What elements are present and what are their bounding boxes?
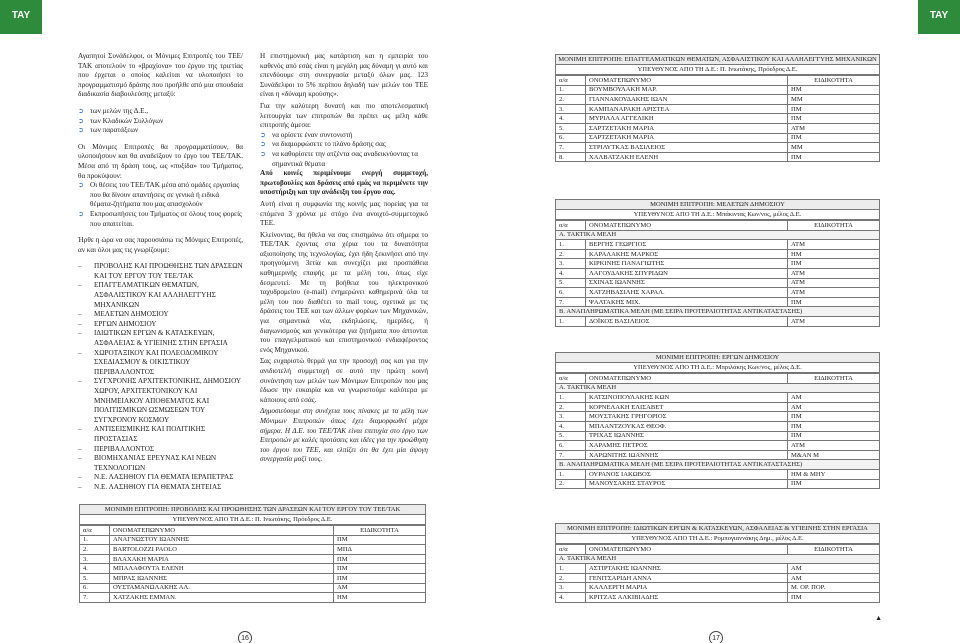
corner-mark-icon: ▲ bbox=[875, 614, 882, 622]
committee-list-item bbox=[78, 320, 243, 330]
row-number: 1. bbox=[80, 535, 110, 545]
row-number: 3. bbox=[556, 104, 586, 114]
member-name: ΣΧΙΝΑΣ ΙΩΑΝΝΗΣ bbox=[586, 278, 788, 288]
members-table bbox=[555, 373, 880, 489]
table-header-row bbox=[80, 526, 426, 536]
member-name: ΑΣΤΙΡΤΑΚΗΣ ΙΩΑΝΝΗΣ bbox=[586, 564, 788, 574]
list-item: ➲ Οι θέσεις του ΤΕΕ/ΤΑΚ μέσα από ομάδες εργασίας που θα δίνουν απαντήσεις σε γενικά ή ειδικά θέματα-ζητήματα που μας απασχολούν bbox=[78, 181, 240, 209]
member-name: ΧΑΡΩΝΙΤΗΣ ΙΩΑΝΝΗΣ bbox=[586, 450, 788, 460]
member-name: ΧΑΤΖΗΒΑΣΙΛΗΣ ΧΑΡΑΛ. bbox=[586, 288, 788, 298]
member-specialty: ΑΤΜ bbox=[788, 288, 880, 298]
member-name: ΣΑΡΤΖΕΤΑΚΗ ΜΑΡΙΑ bbox=[586, 123, 788, 133]
row-number: 2. bbox=[556, 479, 586, 489]
member-specialty: ΜΠΔ bbox=[334, 545, 426, 555]
member-name: ΜΠΡΑΣ ΙΩΑΝΝΗΣ bbox=[110, 573, 334, 583]
table-row bbox=[80, 573, 426, 583]
member-specialty: ΠΜ bbox=[788, 479, 880, 489]
member-specialty: ΠΜ bbox=[788, 297, 880, 307]
committee-table bbox=[79, 504, 426, 603]
members-table bbox=[79, 525, 426, 603]
committee-name: ΕΡΓΩΝ ΔΗΜΟΣΙΟΥ bbox=[94, 319, 157, 328]
arrow-bullet-icon: ➲ bbox=[78, 106, 84, 115]
row-number: 4. bbox=[556, 421, 586, 431]
table-section-row bbox=[556, 307, 880, 317]
committee-list-item bbox=[78, 329, 243, 348]
row-number: 2. bbox=[556, 95, 586, 105]
member-specialty: ΗΜ bbox=[788, 249, 880, 259]
table-row bbox=[556, 240, 880, 250]
member-specialty: ΠΜ bbox=[788, 412, 880, 422]
table-row bbox=[556, 412, 880, 422]
committee-name: ΒΙΟΜΗΧΑΝΙΑΣ ΕΡΕΥΝΑΣ ΚΑΙ ΝΕΩΝ ΤΕΧΝΟΛΟΓΙΩΝ bbox=[94, 454, 217, 472]
dash-bullet: – bbox=[78, 454, 82, 463]
table-row bbox=[556, 249, 880, 259]
arrow-bullet-icon: ➲ bbox=[260, 130, 266, 139]
table-row bbox=[556, 583, 880, 593]
table-row bbox=[80, 535, 426, 545]
member-specialty: ΠΜ bbox=[334, 564, 426, 574]
column-header-specialty: ΕΙΔΙΚΟΤΗΤΑ bbox=[788, 545, 880, 555]
dash-bullet: – bbox=[78, 262, 82, 271]
table-title: ΜΟΝΙΜΗ ΕΠΙΤΡΟΠΗ: ΜΕΛΕΤΩΝ ΔΗΜΟΣΙΟΥ bbox=[555, 199, 880, 210]
member-name: ΤΡΙΧΑΣ ΙΩΑΝΝΗΣ bbox=[586, 431, 788, 441]
table-row bbox=[556, 278, 880, 288]
member-specialty: ΠΜ bbox=[788, 133, 880, 143]
committee-list-item bbox=[78, 349, 243, 378]
dash-bullet: – bbox=[78, 281, 82, 290]
table-responsible: ΥΠΕΥΘΥΝΟΣ ΑΠΟ ΤΗ Δ.Ε.: Μπριλάκης Κων/νος, μέλος Δ.Ε. bbox=[555, 363, 880, 373]
table-row bbox=[556, 297, 880, 307]
committee-list-item bbox=[78, 473, 243, 483]
column-header-name: ΟΝΟΜΑΤΕΠΩΝΥΜΟ bbox=[110, 526, 334, 536]
list-item: ➲ να διαμορφώσετε το πλάνο δράσης σας bbox=[260, 140, 386, 149]
dash-bullet: – bbox=[78, 319, 82, 328]
committee-name: ΣΥΓΧΡΟΝΗΣ ΑΡΧΙΤΕΚΤΟΝΙΚΗΣ, ΔΗΜΟΣΙΟΥ ΧΩΡΟΥ, ΑΡΧΙΤΕΚΤΟΝΙΚΟΥ ΚΑΙ ΜΝΗΜΕΙΑΚΟΥ ΑΠΟΘΕΜΑΤΟΣ ΚΑΙ ΠΟΛΙΤΙΣΜΙΚΩΝ ΩΣΜΩΣΕΩΝ ΤΟΥ ΣΥΓΧΡΟΝΟΥ ΚΟΣΜΟΥ bbox=[94, 377, 241, 424]
member-name: ΛΑΓΟΥΔΑΚΗΣ ΣΠΥΡΙΔΩΝ bbox=[586, 268, 788, 278]
member-specialty: ΠΜ bbox=[334, 573, 426, 583]
row-number: 3. bbox=[80, 554, 110, 564]
member-name: ΚΑΡΑΛΑΚΗΣ ΜΑΡΚΟΣ bbox=[586, 249, 788, 259]
table-row bbox=[556, 469, 880, 479]
dash-bullet: – bbox=[78, 310, 82, 319]
committee-list-item bbox=[78, 262, 243, 281]
row-number: 3. bbox=[556, 259, 586, 269]
member-specialty: ΑΤΜ bbox=[788, 441, 880, 451]
list-item: ➲ να καθορίσετε την ατζέντα σας αναδεικνύοντας τα σημαντικά θέματα bbox=[260, 149, 418, 168]
row-number: 2. bbox=[556, 249, 586, 259]
table-row bbox=[556, 114, 880, 124]
table-row bbox=[80, 554, 426, 564]
section-tab-right: ΤΑΥ bbox=[918, 0, 960, 34]
member-specialty: ΜΜ bbox=[788, 95, 880, 105]
committee-table bbox=[555, 523, 880, 603]
column-header-specialty: ΕΙΔΙΚΟΤΗΤΑ bbox=[788, 76, 880, 86]
committee-table bbox=[555, 54, 880, 162]
row-number: 4. bbox=[556, 268, 586, 278]
member-name: ΧΑΡΑΜΗΣ ΠΕΤΡΟΣ bbox=[586, 441, 788, 451]
member-specialty: ΠΜ bbox=[788, 421, 880, 431]
paragraph: Δημοσιεύουμε στη συνέχεια τους πίνακες με τα μέλη των Μόνιμων Επιτροπών όπως έχει διαμορφωθεί μέχρι σήμερα. Η Δ.Ε. του ΤΕΕ/ΤΑΚ είναι επιτυχία στο έργο των Επιτροπών με καλές προτάσεις και ιδέες για την προώθηση του έργου του ΤΕΕ, και ελπίζει ότι θα έχει μία άψογη συνεργασία μαζί τους. bbox=[260, 407, 428, 464]
section-label: Α. ΤΑΚΤΙΚΑ ΜΕΛΗ bbox=[556, 554, 880, 564]
member-name: ΣΤΡΙΛΥΤΚΑΣ ΒΑΣΙΛΕΙΟΣ bbox=[586, 143, 788, 153]
column-header-aa: α/α bbox=[556, 545, 586, 555]
member-specialty: ΑΤΜ bbox=[788, 268, 880, 278]
paragraph: Ήρθε η ώρα να σας παρουσιάσω τις Μόνιμες Επιτροπές, αν και όλοι μας τις γνωρίζουμε: bbox=[78, 236, 243, 254]
table-row bbox=[556, 85, 880, 95]
list-item: ➲ των Κλαδικών Συλλόγων bbox=[78, 116, 164, 125]
arrow-bullet-icon: ➲ bbox=[78, 116, 84, 125]
section-label: Β. ΑΝΑΠΛΗΡΩΜΑΤΙΚΑ ΜΕΛΗ (ΜΕ ΣΕΙΡΑ ΠΡΟΤΕΡΑΙΟΤΗΤΑΣ ΑΝΤΙΚΑΤΑΣΤΑΣΗΣ) bbox=[556, 307, 880, 317]
section-label: Β. ΑΝΑΠΛΗΡΩΜΑΤΙΚΑ ΜΕΛΗ (ΜΕ ΣΕΙΡΑ ΠΡΟΤΕΡΑΙΟΤΗΤΑΣ ΑΝΤΙΚΑΤΑΣΤΑΣΗΣ) bbox=[556, 460, 880, 470]
member-specialty: ΠΜ bbox=[334, 554, 426, 564]
member-specialty: ΠΜ bbox=[788, 592, 880, 602]
table-row bbox=[556, 573, 880, 583]
column-header-aa: α/α bbox=[556, 76, 586, 86]
member-name: ΜΟΥΣΤΑΚΗΣ ΓΡΗΓΟΡΙΟΣ bbox=[586, 412, 788, 422]
member-name: ΣΑΡΤΖΕΤΑΚΗ ΜΑΡΙΑ bbox=[586, 133, 788, 143]
row-number: 5. bbox=[556, 431, 586, 441]
table-row bbox=[80, 593, 426, 603]
member-specialty: ΠΜ bbox=[788, 431, 880, 441]
member-specialty: ΠΜ bbox=[334, 535, 426, 545]
row-number: 1. bbox=[556, 393, 586, 403]
column-header-name: ΟΝΟΜΑΤΕΠΩΝΥΜΟ bbox=[586, 221, 788, 231]
column-header-specialty: ΕΙΔΙΚΟΤΗΤΑ bbox=[788, 374, 880, 384]
column-header-name: ΟΝΟΜΑΤΕΠΩΝΥΜΟ bbox=[586, 545, 788, 555]
table-header-row bbox=[556, 221, 880, 231]
table-header-row bbox=[556, 545, 880, 555]
row-number: 7. bbox=[556, 297, 586, 307]
committee-name: Ν.Ε. ΛΑΣΗΘΙΟΥ ΓΙΑ ΘΕΜΑΤΑ ΙΕΡΑΠΕΤΡΑΣ bbox=[94, 473, 234, 482]
paragraph: Σας ευχαριστώ θερμά για την προσοχή σας και για την ανιδιοτελή συμμετοχή σε αυτό την πρώτη κοινή συνάντηση των μελών των Μόνιμων Επιτροπών που μας έδωσε την ευκαιρία και να γνωριστούμε καλύτερα με κάποιους από εσάς. bbox=[260, 357, 428, 404]
list-item: ➲ Εκπροσωπήσεις του Τμήματος σε όλους τους φορείς που απαιτείται. bbox=[78, 209, 242, 228]
member-name: ΚΑΜΠΑΝΑΡΑΚΗ ΑΡΙΣΤΕΑ bbox=[586, 104, 788, 114]
member-name: ΚΑΛΛΕΡΓΗ ΜΑΡΙΑ bbox=[586, 583, 788, 593]
table-row bbox=[556, 450, 880, 460]
member-specialty: ΠΜ bbox=[788, 104, 880, 114]
member-name: ΜΠΑΛΑΦΟΥΤΑ ΕΛΕΝΗ bbox=[110, 564, 334, 574]
table-title: ΜΟΝΙΜΗ ΕΠΙΤΡΟΠΗ: ΠΡΟΒΟΛΗΣ ΚΑΙ ΠΡΟΩΘΗΣΗΣ ΤΩΝ ΔΡΑΣΕΩΝ ΚΑΙ ΤΟΥ ΕΡΓΟΥ ΤΟΥ ΤΕΕ/ΤΑΚ bbox=[79, 504, 426, 515]
committee-name: ΜΕΛΕΤΩΝ ΔΗΜΟΣΙΟΥ bbox=[94, 310, 169, 319]
committee-name: ΕΠΑΓΓΕΛΜΑΤΙΚΩΝ ΘΕΜΑΤΩΝ, ΑΣΦΑΛΙΣΤΙΚΟΥ ΚΑΙ ΑΛΛΗΛΕΓΓΥΗΣ ΜΗΧΑΝΙΚΩΝ bbox=[94, 281, 216, 309]
column-header-name: ΟΝΟΜΑΤΕΠΩΝΥΜΟ bbox=[586, 76, 788, 86]
column-header-aa: α/α bbox=[556, 374, 586, 384]
column-left bbox=[78, 52, 243, 493]
paragraph: Η επιστημονική μας κατάρτιση και η εμπειρία του καθενός από εσάς είναι η μεγάλη μας δύναμη γι αυτό και επενδύουμε στη συνεργασία μεταξύ όλων μας. 123 Συνάδελφοι το 5% περίπου δηλαδή των μελών του ΤΕΕ είναι η «δύναμη κρούσης». bbox=[260, 52, 428, 99]
member-name: ΜΥΡΙΛΛΑ ΑΓΓΕΛΙΚΗ bbox=[586, 114, 788, 124]
paragraph: Αυτή είναι η συμφωνία της κοινής μας πορείας για τα επόμενα 3 χρόνια με στόχο ένα ανοιχτό-συμμετοχικό ΤΕΕ. bbox=[260, 199, 428, 228]
member-name: ΚΙΡΚΙΝΗΣ ΠΑΝΑΓΙΩΤΗΣ bbox=[586, 259, 788, 269]
table-responsible: ΥΠΕΥΘΥΝΟΣ ΑΠΟ ΤΗ Δ.Ε.: Μπάκιντας Κων/νος, μέλος Δ.Ε. bbox=[555, 210, 880, 220]
column-header-specialty: ΕΙΔΙΚΟΤΗΤΑ bbox=[788, 221, 880, 231]
table-row bbox=[556, 143, 880, 153]
committee-name: ΧΩΡΟΤΑΞΙΚΟΥ ΚΑΙ ΠΟΛΕΟΔΟΜΙΚΟΥ ΣΧΕΔΙΑΣΜΟΥ & ΟΙΚΙΣΤΙΚΟΥ ΠΕΡΙΒΑΛΛΟΝΤΟΣ bbox=[94, 348, 219, 376]
member-specialty: ΑΜ bbox=[334, 583, 426, 593]
member-specialty: ΜΜ bbox=[788, 143, 880, 153]
table-title: ΜΟΝΙΜΗ ΕΠΙΤΡΟΠΗ: ΕΡΓΩΝ ΔΗΜΟΣΙΟΥ bbox=[555, 352, 880, 363]
member-name: ΟΥΡΑΝΟΣ ΙΑΚΩΒΟΣ bbox=[586, 469, 788, 479]
table-row bbox=[556, 431, 880, 441]
member-specialty: ΑΤΜ bbox=[788, 240, 880, 250]
row-number: 5. bbox=[556, 278, 586, 288]
row-number: 1. bbox=[556, 316, 586, 326]
member-name: ΒΟΥΜΒΟΥΛΑΚΗ ΜΑΡ. bbox=[586, 85, 788, 95]
member-specialty: ΑΤΜ bbox=[788, 316, 880, 326]
table-title: ΜΟΝΙΜΗ ΕΠΙΤΡΟΠΗ: ΙΔΙΩΤΙΚΩΝ ΕΡΓΩΝ & ΚΑΤΑΣΚΕΥΩΝ, ΑΣΦΑΛΕΙΑΣ & ΥΓΙΕΙΝΗΣ ΣΤΗΝ ΕΡΓΑΣΙΑ bbox=[555, 523, 880, 534]
paragraph: Κλείνοντας, θα ήθελα να σας επισημάνω ότι σήμερα το ΤΕΕ/ΤΑΚ έχοντας στα χέρια του τα δυνατότητα αξιοποίησης της τεχνολογίας, έχει ήδη ξεκινήσει από την προηγούμενη 3ετία και συνεχίζει μια προσπάθεια καθημερινής επαφής με τα μέλη του, όπως είχε δεσμευτεί. Με τη βοήθεια του ηλεκτρονικού ταχυδρομείου (e-mail) ενημερώνει καθημερινά όλα τα μέλη του που διαθέτει το mail τους, σχετικά με τις δράσεις του ΤΕΕ και των άλλων φορέων των Μηχανικών, για σημαντικά νέα, εκδηλώσεις, ημερίδες, ή διαγωνισμούς και γενικότερα για ζητήματα που άπτονται του επαγγελματικού και επιστημονικού ενδιαφέροντος ενός Μηχανικού. bbox=[260, 230, 428, 354]
member-name: BARTOLOZZI PAOLO bbox=[110, 545, 334, 555]
page-number-right: 17 bbox=[709, 631, 723, 643]
member-specialty: ΑΜ bbox=[788, 393, 880, 403]
members-table bbox=[555, 544, 880, 603]
list-item: ➲ των παρατάξεων bbox=[78, 126, 139, 135]
committee-name: Ν.Ε. ΛΑΣΗΘΙΟΥ ΓΙΑ ΘΕΜΑΤΑ ΣΗΤΕΙΑΣ bbox=[94, 482, 222, 491]
committee-name: ΠΡΟΒΟΛΗΣ ΚΑΙ ΠΡΟΩΘΗΣΗΣ ΤΩΝ ΔΡΑΣΕΩΝ ΚΑΙ ΤΟΥ ΕΡΓΟΥ ΤΟΥ ΤΕΕ/ΤΑΚ bbox=[94, 262, 243, 280]
row-number: 6. bbox=[80, 583, 110, 593]
committee-list-item bbox=[78, 281, 243, 310]
table-title: ΜΟΝΙΜΗ ΕΠΙΤΡΟΠΗ: ΕΠΑΓΓΕΛΜΑΤΙΚΩΝ ΘΕΜΑΤΩΝ, ΑΣΦΑΛΙΣΤΙΚΟΥ ΚΑΙ ΑΛΛΗΛΕΓΓΥΗΣ ΜΗΧΑΝΙΚΩΝ bbox=[555, 54, 880, 65]
table-responsible: ΥΠΕΥΘΥΝΟΣ ΑΠΟ ΤΗ Δ.Ε.: Ρομπογιαννάκης Δημ., μέλος Δ.Ε. bbox=[555, 534, 880, 544]
table-row bbox=[556, 402, 880, 412]
table-row bbox=[556, 95, 880, 105]
committee-table bbox=[555, 352, 880, 489]
committee-list bbox=[78, 262, 243, 492]
member-name: ΟΥΣΤΑΜΑΝΩΛΑΚΗΣ ΑΛ. bbox=[110, 583, 334, 593]
members-table bbox=[555, 220, 880, 327]
member-specialty: ΠΜ bbox=[788, 152, 880, 162]
row-number: 1. bbox=[556, 469, 586, 479]
table-row bbox=[556, 421, 880, 431]
table-row bbox=[556, 288, 880, 298]
member-specialty: ΗΜ & ΜΗΥ bbox=[788, 469, 880, 479]
row-number: 6. bbox=[556, 441, 586, 451]
member-name: ΑΝΑΓΝΩΣΤΟΥ ΙΩΑΝΝΗΣ bbox=[110, 535, 334, 545]
table-row bbox=[556, 316, 880, 326]
table-header-row bbox=[556, 76, 880, 86]
member-specialty: ΑΜ bbox=[788, 402, 880, 412]
arrow-bullet-icon: ➲ bbox=[260, 149, 266, 158]
page-number-left: 16 bbox=[238, 631, 252, 643]
table-header-row bbox=[556, 374, 880, 384]
committee-list-item bbox=[78, 377, 243, 425]
member-name: ΚΡΙΤΖΑΣ ΑΛΚΙΒΙΑΔΗΣ bbox=[586, 592, 788, 602]
column-header-aa: α/α bbox=[556, 221, 586, 231]
table-row bbox=[556, 133, 880, 143]
row-number: 1. bbox=[556, 564, 586, 574]
row-number: 4. bbox=[80, 564, 110, 574]
row-number: 3. bbox=[556, 412, 586, 422]
member-specialty: Μ&ΑΝ Μ bbox=[788, 450, 880, 460]
row-number: 5. bbox=[556, 123, 586, 133]
row-number: 2. bbox=[556, 402, 586, 412]
member-specialty: ΗΜ bbox=[788, 85, 880, 95]
section-tab-left: ΤΑΥ bbox=[0, 0, 42, 34]
committee-list-item bbox=[78, 454, 243, 473]
row-number: 7. bbox=[556, 450, 586, 460]
dash-bullet: – bbox=[78, 348, 82, 357]
table-responsible: ΥΠΕΥΘΥΝΟΣ ΑΠΟ ΤΗ Δ.Ε.: Π. Ινιωτάκης, Πρόεδρος Δ.Ε. bbox=[79, 515, 426, 525]
member-specialty: ΠΜ bbox=[788, 114, 880, 124]
committee-name: ΙΔΙΩΤΙΚΩΝ ΕΡΓΩΝ & ΚΑΤΑΣΚΕΥΩΝ, ΑΣΦΑΛΕΙΑΣ & ΥΓΙΕΙΝΗΣ ΣΤΗΝ ΕΡΓΑΣΙΑ bbox=[94, 329, 228, 348]
row-number: 6. bbox=[556, 133, 586, 143]
row-number: 1. bbox=[556, 85, 586, 95]
committee-name: ΑΝΤΙΣΕΙΣΜΙΚΗΣ ΚΑΙ ΠΟΛΙΤΙΚΗΣ ΠΡΟΣΤΑΣΙΑΣ bbox=[94, 425, 206, 443]
member-name: ΨΑΛΤΑΚΗΣ ΜΙΧ. bbox=[586, 297, 788, 307]
member-name: ΜΠΛΑΝΤΖΟΥΚΑΣ ΘΕΟΦ. bbox=[586, 421, 788, 431]
dash-bullet: – bbox=[78, 482, 82, 491]
column-middle bbox=[260, 52, 428, 472]
table-row bbox=[556, 268, 880, 278]
row-number: 4. bbox=[556, 592, 586, 602]
member-name: ΚΟΡΝΕΛΑΚΗ ΕΛΙΣΑΒΕΤ bbox=[586, 402, 788, 412]
member-name: ΓΕΝΙΤΣΑΡΙΔΗ ΑΝΝΑ bbox=[586, 573, 788, 583]
table-row bbox=[80, 564, 426, 574]
dash-bullet: – bbox=[78, 473, 82, 482]
member-specialty: ΑΤΜ bbox=[788, 123, 880, 133]
member-name: ΒΛΑΧΑΚΗ ΜΑΡΙΑ bbox=[110, 554, 334, 564]
table-row bbox=[556, 564, 880, 574]
member-name: ΔΟΪΚΟΣ ΒΑΣΙΛΕΙΟΣ bbox=[586, 316, 788, 326]
section-label: Α. ΤΑΚΤΙΚΑ ΜΕΛΗ bbox=[556, 383, 880, 393]
column-header-aa: α/α bbox=[80, 526, 110, 536]
column-header-name: ΟΝΟΜΑΤΕΠΩΝΥΜΟ bbox=[586, 374, 788, 384]
arrow-bullet-icon: ➲ bbox=[78, 126, 84, 135]
intro-paragraph: Αγαπητοί Συνάδελφοι, οι Μόνιμες Επιτροπές του ΤΕΕ/ΤΑΚ αποτελούν το «βραχίονα» του έργου της τριετίας που έρχεται ο οποίος καλείται να υλοποιήσει το προγραμματισμό δράσης που προήλθε από μια σπουδαία διαδικασία διαβουλεύσης μεταξύ: bbox=[78, 52, 243, 99]
row-number: 4. bbox=[556, 114, 586, 124]
member-specialty: ΠΜ bbox=[788, 259, 880, 269]
committee-list-item bbox=[78, 445, 243, 455]
arrow-bullet-icon: ➲ bbox=[78, 209, 84, 218]
table-section-row bbox=[556, 230, 880, 240]
member-name: ΓΙΑΝΝΑΚΟΥΔΑΚΗΣ ΙΩΑΝ bbox=[586, 95, 788, 105]
member-name: ΒΕΡΓΗΣ ΓΕΩΡΓΙΟΣ bbox=[586, 240, 788, 250]
member-name: ΧΑΤΖΑΚΗΣ ΕΜΜΑΝ. bbox=[110, 593, 334, 603]
table-row bbox=[556, 441, 880, 451]
row-number: 2. bbox=[556, 573, 586, 583]
member-name: ΜΑΝΟΥΣΑΚΗΣ ΣΤΑΥΡΟΣ bbox=[586, 479, 788, 489]
member-name: ΚΑΤΣΙΝΟΠΟΥΛΑΚΗΣ ΚΩΝ bbox=[586, 393, 788, 403]
table-row bbox=[556, 123, 880, 133]
table-section-row bbox=[556, 383, 880, 393]
table-row bbox=[556, 479, 880, 489]
section-label: Α. ΤΑΚΤΙΚΑ ΜΕΛΗ bbox=[556, 230, 880, 240]
members-table bbox=[555, 75, 880, 162]
row-number: 1. bbox=[556, 240, 586, 250]
row-number: 3. bbox=[556, 583, 586, 593]
row-number: 5. bbox=[80, 573, 110, 583]
dash-bullet: – bbox=[78, 444, 82, 453]
committee-list-item bbox=[78, 425, 243, 444]
table-responsible: ΥΠΕΥΘΥΝΟΣ ΑΠΟ ΤΗ Δ.Ε.: Π. Ινιωτάκης, Πρόεδρος Δ.Ε. bbox=[555, 65, 880, 75]
member-specialty: ΗΜ bbox=[334, 593, 426, 603]
row-number: 7. bbox=[80, 593, 110, 603]
table-row bbox=[80, 583, 426, 593]
committee-list-item bbox=[78, 483, 243, 493]
member-specialty: ΑΤΜ bbox=[788, 278, 880, 288]
table-row bbox=[556, 152, 880, 162]
list-item: ➲ να ορίσετε έναν συντονιστή bbox=[260, 130, 353, 139]
paragraph: Για την καλύτερη δυνατή και πιο αποτελεσματική λειτουργία των επιτροπών θα πρέπει ως μέλη κάθε επιτροπής άμεσα: bbox=[260, 101, 428, 130]
table-row bbox=[556, 104, 880, 114]
paragraph: Οι Μόνιμες Επιτροπές θα προγραμματίσουν, θα υλοποιήσουν και θα αναδείξουν το έργο του ΤΕΕ/ΤΑΚ. Μέσα από τη δράση τους, ως «πυξίδα» του Τμήματος, θα προκύψουν: bbox=[78, 142, 243, 180]
table-row bbox=[556, 592, 880, 602]
arrow-bullet-icon: ➲ bbox=[78, 181, 84, 190]
table-row bbox=[80, 545, 426, 555]
arrow-bullet-icon: ➲ bbox=[260, 140, 266, 149]
table-row bbox=[556, 393, 880, 403]
member-specialty: ΑΜ bbox=[788, 564, 880, 574]
committee-name: ΠΕΡΙΒΑΛΛΟΝΤΟΣ bbox=[94, 444, 155, 453]
table-row bbox=[556, 259, 880, 269]
dash-bullet: – bbox=[78, 425, 82, 434]
member-name: ΧΑΛΒΑΤΖΑΚΗ ΕΛΕΝΗ bbox=[586, 152, 788, 162]
committee-table bbox=[555, 199, 880, 327]
table-section-row bbox=[556, 554, 880, 564]
committee-list-item bbox=[78, 310, 243, 320]
row-number: 7. bbox=[556, 143, 586, 153]
row-number: 8. bbox=[556, 152, 586, 162]
list-item: ➲ των μελών της Δ.Ε., bbox=[78, 106, 149, 115]
dash-bullet: – bbox=[78, 329, 82, 338]
row-number: 6. bbox=[556, 288, 586, 298]
dash-bullet: – bbox=[78, 377, 82, 386]
row-number: 2. bbox=[80, 545, 110, 555]
member-specialty: ΑΜ bbox=[788, 573, 880, 583]
table-section-row bbox=[556, 460, 880, 470]
paragraph: Από κοινές περιμένουμε ενεργή συμμετοχή, πρωτοβουλίες και δράσεις από εμάς να περιμένετε την υποστήριξη και την ανάδειξη του έργου σας. bbox=[260, 169, 428, 197]
column-header-specialty: ΕΙΔΙΚΟΤΗΤΑ bbox=[334, 526, 426, 536]
member-specialty: Μ. ΟΡ. ΠΟΡ. bbox=[788, 583, 880, 593]
